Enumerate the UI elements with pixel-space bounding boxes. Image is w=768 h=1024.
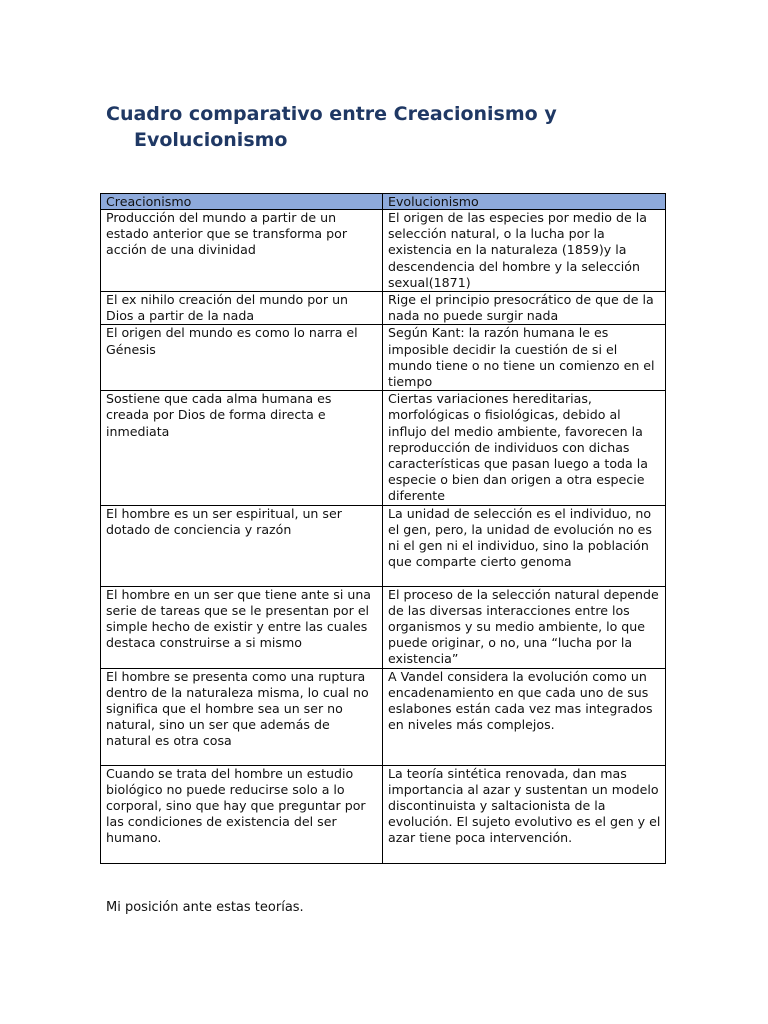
cell-evolucionismo: El proceso de la selección natural depende de las diversas interacciones entre los organismos y su medio ambiente, lo que puede originar, o no, una “lucha por la existencia”	[383, 586, 666, 668]
header-evolucionismo: Evolucionismo	[383, 194, 666, 210]
cell-creacionismo: El hombre en un ser que tiene ante si una serie de tareas que se le presentan por el simple hecho de existir y entre las cuales destaca construirse a si mismo	[101, 586, 383, 668]
cell-creacionismo: Producción del mundo a partir de un estado anterior que se transforma por acción de una divinidad	[101, 210, 383, 292]
title-line-2: Evolucionismo	[134, 129, 288, 151]
cell-evolucionismo: La unidad de selección es el individuo, no el gen, pero, la unidad de evolución no es ni el gen ni el individuo, sino la población que comparte cierto genoma	[383, 505, 666, 586]
document-title	[106, 101, 666, 153]
table-row	[101, 325, 666, 391]
cell-evolucionismo: El origen de las especies por medio de la selección natural, o la lucha por la existencia en la naturaleza (1859)y la descendencia del hombre y la selección sexual(1871)	[383, 210, 666, 292]
cell-creacionismo: El origen del mundo es como lo narra el Génesis	[101, 325, 383, 391]
table-header-row	[101, 194, 666, 210]
table-row	[101, 292, 666, 325]
cell-evolucionismo: Según Kant: la razón humana le es imposible decidir la cuestión de si el mundo tiene o no tiene un comienzo en el tiempo	[383, 325, 666, 391]
position-paragraph: Mi posición ante estas teorías.	[106, 900, 304, 915]
cell-creacionismo: El hombre es un ser espiritual, un ser dotado de conciencia y razón	[101, 505, 383, 586]
cell-creacionismo: Sostiene que cada alma humana es creada por Dios de forma directa e inmediata	[101, 391, 383, 505]
title-line-1: Cuadro comparativo entre Creacionismo y	[106, 103, 557, 125]
comparison-table	[100, 193, 666, 864]
table-row	[101, 210, 666, 292]
cell-evolucionismo: Ciertas variaciones hereditarias, morfológicas o fisiológicas, debido al influjo del medio ambiente, favorecen la reproducción de individuos con dichas características que pasan luego a toda la especie o bien dan origen a otra especie diferente	[383, 391, 666, 505]
table-row	[101, 586, 666, 668]
cell-creacionismo: El hombre se presenta como una ruptura dentro de la naturaleza misma, lo cual no significa que el hombre sea un ser no natural, sino un ser que además de natural es otra cosa	[101, 668, 383, 765]
cell-evolucionismo: La teoría sintética renovada, dan mas importancia al azar y sustentan un modelo discontinuista y saltacionista de la evolución. El sujeto evolutivo es el gen y el azar tiene poca intervención.	[383, 765, 666, 863]
table-row	[101, 505, 666, 586]
cell-evolucionismo: A Vandel considera la evolución como un encadenamiento en que cada uno de sus eslabones están cada vez mas integrados en niveles más complejos.	[383, 668, 666, 765]
cell-creacionismo: El ex nihilo creación del mundo por un Dios a partir de la nada	[101, 292, 383, 325]
table-row	[101, 765, 666, 863]
table-row	[101, 668, 666, 765]
table-row	[101, 391, 666, 505]
header-creacionismo: Creacionismo	[101, 194, 383, 210]
cell-evolucionismo: Rige el principio presocrático de que de la nada no puede surgir nada	[383, 292, 666, 325]
cell-creacionismo: Cuando se trata del hombre un estudio biológico no puede reducirse solo a lo corporal, sino que hay que preguntar por las condiciones de existencia del ser humano.	[101, 765, 383, 863]
